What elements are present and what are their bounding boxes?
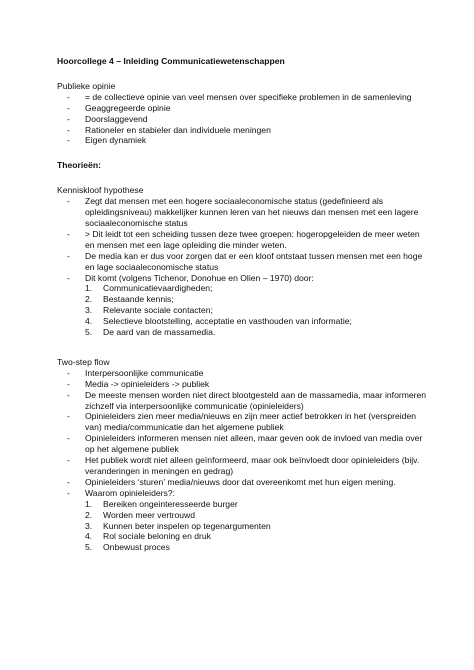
document-title: Hoorcollege 4 – Inleiding Communicatiewetenschappen [57,56,285,66]
numbered-item: 5. De aard van de massamedia. [85,327,216,338]
list-item: - Het publiek wordt niet alleen geïnformeerd, maar ook beïnvloedt door opinieleiders (bijv. veranderingen in meningen en gedrag) [67,455,420,476]
list-item: - Opinieleiders zien meer media/nieuws en zijn meer actief betrokken in het (verspreiden van) media/communicatie dan het algemene publiek [67,411,417,433]
list-item: - Media -> opinieleiders -> publiek [67,378,210,389]
list-item: - Geaggregeerde opinie [67,102,171,113]
numbered-item: 4. Rol sociale beloning en druk [85,531,211,542]
numbered-item: 1. Communicatievaardigheden; [85,283,213,294]
list-item: - Rationeler en stabieler dan individuele meningen [67,124,271,135]
numbered-item: 1. Bereiken ongeinteresseerde burger [85,498,238,509]
list-item: - Zegt dat mensen met een hogere sociaaleconomische status (gedefinieerd als opleidingsniveau) makkelijker kunnen leren van het nieuws dan mensen met een lagere sociaaleconomische status [67,196,419,228]
list-item: - Opinieleiders ‘sturen’ media/nieuws door dat overeenkomt met hun eigen mening. [67,476,396,487]
list-item: - Opinieleiders informeren mensen niet alleen, maar geven ook de invloed van media over op het algemene publiek [67,433,423,455]
kenniskloof-numbered-list [57,283,427,338]
list-item: - Interpersoonlijke communicatie [67,367,204,378]
numbered-item: 2. Worden meer vertrouwd [85,509,196,520]
list-item: - Doorslaggevend [67,113,148,124]
two-step-numbered-list [57,499,427,554]
numbered-item: 3. Relevante sociale contacten; [85,305,213,316]
publieke-opinie-list [57,92,427,147]
list-item: - Waarom opinieleiders?: [67,487,175,498]
list-item: - Eigen dynamiek [67,135,147,146]
list-item: - = de collectieve opinie van veel mensen over specifieke problemen in de samenleving [67,91,412,102]
section-label-publieke-opinie: Publieke opinie [57,80,116,91]
numbered-item: 4. Selectieve blootstelling, acceptatie en vasthouden van informatie; [85,316,352,327]
two-step-list [57,368,427,499]
kenniskloof-list [57,196,427,283]
list-item: - > Dit leidt tot een scheiding tussen deze twee groepen: hogeropgeleiden de meer weten en mensen met een lage opleiding die minder weten. [67,228,420,250]
theorieen-heading: Theorieën: [57,160,101,171]
section-label-two-step-flow: Two-step flow [57,356,110,367]
numbered-item: 2. Bestaande kennis; [85,294,174,305]
list-item: - De media kan er dus voor zorgen dat er een kloof ontstaat tussen mensen met een hoge en lage sociaaleconomische status [67,250,423,272]
numbered-item: 5. Onbewust proces [85,542,170,553]
list-item: - De meeste mensen worden niet direct blootgesteld aan de massamedia, maar informeren zichzelf via interpersoonlijke communicatie (opinieleiders) [67,389,427,411]
numbered-item: 3. Kunnen beter inspelen op tegenargumenten [85,520,271,531]
list-item: - Dit komt (volgens Tichenor, Donohue en Olien – 1970) door: [67,272,314,283]
document-page [57,56,427,553]
section-label-kenniskloof: Kenniskloof hypothese [57,185,144,196]
